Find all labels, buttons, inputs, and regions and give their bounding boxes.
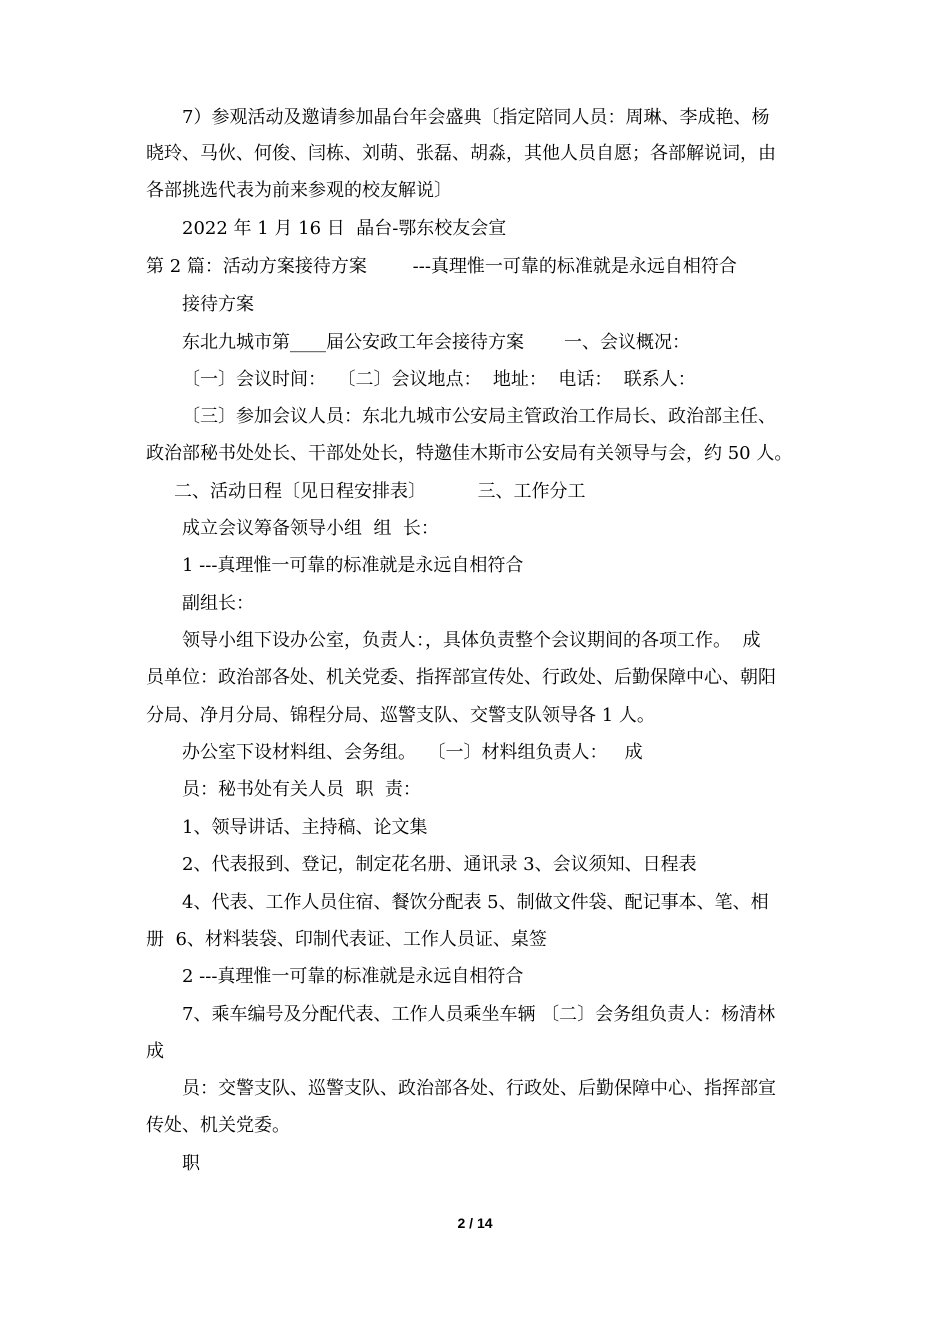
- body-line: 成立会议筹备领导小组 组 长：: [182, 518, 439, 539]
- body-line: 职: [182, 1153, 200, 1174]
- body-line: 东北九城市第____届公安政工年会接待方案 一、会议概况：: [182, 332, 691, 353]
- body-line: 〔一〕会议时间： 〔二〕会议地点： 地址： 电话： 联系人：: [182, 369, 696, 390]
- body-line: 分局、净月分局、锦程分局、巡警支队、交警支队领导各 1 人。: [146, 705, 655, 726]
- body-line: 册 6、材料装袋、印制代表证、工作人员证、桌签: [146, 929, 547, 950]
- body-line: 二、活动日程〔见日程安排表〕 三、工作分工: [174, 481, 586, 502]
- body-line: 1 ---真理惟一可靠的标准就是永远自相符合: [182, 555, 524, 576]
- body-line: 成: [146, 1041, 164, 1062]
- section-heading: 第 2 篇：活动方案接待方案 ---真理惟一可靠的标准就是永远自相符合: [146, 256, 737, 277]
- body-line: 员：交警支队、巡警支队、政治部各处、行政处、后勤保障中心、指挥部宣: [182, 1078, 776, 1099]
- subheading: 接待方案: [182, 294, 254, 315]
- body-line: 办公室下设材料组、会务组。 〔一〕材料组负责人： 成: [182, 742, 643, 763]
- body-line: 1、领导讲话、主持稿、论文集: [182, 817, 428, 838]
- body-line: 各部挑选代表为前来参观的校友解说〕: [146, 180, 452, 201]
- body-line: 员：秘书处有关人员 职 责：: [182, 779, 421, 800]
- body-line: 7、乘车编号及分配代表、工作人员乘坐车辆 〔二〕会务组负责人：杨清林: [182, 1004, 776, 1025]
- body-line: 政治部秘书处处长、干部处处长，特邀佳木斯市公安局有关领导与会，约 50 人。: [146, 443, 793, 464]
- body-line: 7）参观活动及邀请参加晶台年会盛典〔指定陪同人员：周琳、李成艳、杨: [182, 107, 770, 128]
- body-line: 员单位：政治部各处、机关党委、指挥部宣传处、行政处、后勤保障中心、朝阳: [146, 667, 776, 688]
- body-line: 〔三〕参加会议人员：东北九城市公安局主管政治工作局长、政治部主任、: [182, 406, 776, 427]
- body-line: 晓玲、马伙、何俊、闫栋、刘萌、张磊、胡淼，其他人员自愿；各部解说词，由: [146, 143, 776, 164]
- body-line: 4、代表、工作人员住宿、餐饮分配表 5、制做文件袋、配记事本、笔、相: [182, 892, 769, 913]
- body-line: 副组长：: [182, 593, 254, 614]
- body-line: 领导小组下设办公室，负责人：，具体负责整个会议期间的各项工作。 成: [182, 630, 761, 651]
- page-number: 2 / 14: [457, 1215, 493, 1231]
- body-line: 2、代表报到、登记，制定花名册、通讯录 3、会议须知、日程表: [182, 854, 697, 875]
- body-line: 2 ---真理惟一可靠的标准就是永远自相符合: [182, 966, 524, 987]
- date-line: 2022 年 1 月 16 日 晶台-鄂东校友会宣: [182, 218, 507, 239]
- body-line: 传处、机关党委。: [146, 1115, 290, 1136]
